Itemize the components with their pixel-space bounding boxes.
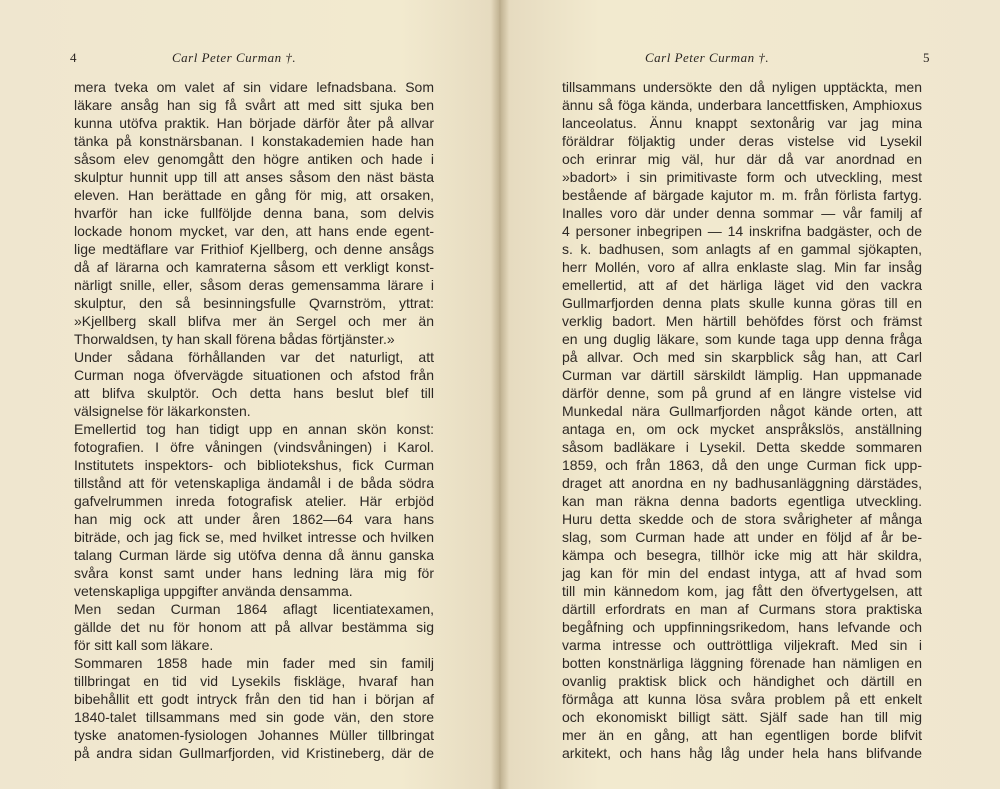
text-line: såsom badläkare i Lysekil. Detta skedde sommaren — [562, 439, 922, 455]
text-line: och erinrar mig väl, hur där då var anordnad en — [562, 151, 922, 167]
text-line: Inalles voro där under denna sommar — vår familj af — [562, 205, 922, 221]
text-line: därtill erfordrats en man af Curmans stora praktiska — [562, 601, 922, 617]
text-line: vetenskapliga uppgifter använda densamma. — [74, 583, 353, 599]
text-line: fotografien. I öfre våningen (vindsvåningen) i Karol. — [74, 439, 434, 455]
text-line: tillbringat en tid vid Lysekils fiskläge, hvaraf han — [74, 673, 434, 689]
text-line: Sommaren 1858 hade min fader med sin familj — [74, 655, 434, 671]
text-line: botten konstnärliga läggning förenade han nämligen en — [562, 655, 922, 671]
text-line: Huru detta skedde och de stora svårigheter af många — [562, 511, 922, 527]
text-line: eleven. Han berättade en gång för mig, att orsaken, — [74, 187, 434, 203]
text-line: skulptur, den så besinningsfulle Qvarnström, yttrat: — [74, 295, 434, 311]
text-line: hvarför han icke fullföljde denna bana, som delvis — [74, 205, 434, 221]
text-line: då af lärarna och kamraterna såsom ett verkligt konst- — [74, 259, 434, 275]
text-line: slag, som Curman hade att under en följd af år be- — [562, 529, 922, 545]
text-line: kunna utöfva praktik. Han började därför åter på allvar — [74, 115, 434, 131]
text-line: s. k. badhusen, som anlagts af en gammal sjökapten, — [562, 241, 922, 257]
text-line: därför denne, som på grund af en längre vistelse vid — [562, 385, 922, 401]
text-line: verklig badort. Men härtill behöfdes först och främst — [562, 313, 922, 329]
text-line: lockade honom mycket, var den, att hans ende egent- — [74, 223, 434, 239]
text-line: tillstånd att för vetenskapliga ändamål i de båda södra — [74, 475, 434, 491]
text-line: skulptur hunnit upp till att anses såsom den näst bästa — [74, 169, 434, 185]
page-number: 4 — [70, 50, 77, 65]
text-line: bibehållit ett godt intryck från den tid han i början af — [74, 691, 434, 707]
text-line: gällde det nu för honom att på allvar bestämma sig — [74, 619, 434, 635]
text-line: bestående af bärgade kajutor m. m. från förlista fartyg. — [562, 187, 922, 203]
text-line: Thorwaldsen, ty han skall förena bådas förtjänster.» — [74, 331, 395, 347]
text-line: mer än en gång, att han egentligen borde blifvit — [562, 727, 922, 743]
text-line: kan man räkna denna badorts egentliga utveckling. — [562, 493, 922, 509]
text-line: tillsammans undersökte den då nyligen upptäckta, men — [562, 79, 922, 95]
text-line: arkitekt, och hans håg låg under hela hans blifvande — [562, 745, 922, 761]
text-line: ännu så föga kända, underbara lancettfisken, Amphioxus — [562, 97, 922, 113]
text-line: jag kan för min del endast intyga, att af hvad som — [562, 565, 922, 581]
left-page — [0, 0, 495, 789]
text-line: tänka på konstnärsbanan. I konstakademien hade han — [74, 133, 434, 149]
text-line: närligt snille, eller, såsom deras gemensamma lärare i — [74, 277, 434, 293]
text-line: mera tveka om valet af sin vidare lefnadsbana. Som — [74, 79, 434, 95]
text-line: biträde, och jag fick se, med hvilket intresse och hvilken — [74, 529, 434, 545]
body-text — [562, 78, 922, 762]
text-line: Under sådana förhållanden var det naturligt, att — [74, 349, 434, 365]
text-line: till min kännedom kom, jag fått den öfvertygelsen, att — [562, 583, 922, 599]
text-line: varma intresse och outtröttliga viljekraft. Med sin i — [562, 637, 922, 653]
text-line: läkare ansåg han sig få svårt att med sitt sjuka ben — [74, 97, 434, 113]
text-line: 4 personer inbegripen — 14 inskrifna badgäster, och de — [562, 223, 922, 239]
running-head: Carl Peter Curman †. — [645, 50, 770, 65]
running-head: Carl Peter Curman †. — [172, 50, 297, 65]
text-line: välsignelse för läkarkonsten. — [74, 403, 251, 419]
text-line: förmåga att kunna lösa svåra problem på ett enkelt — [562, 691, 922, 707]
text-line: ovanlig praktisk blick och händighet och därtill en — [562, 673, 922, 689]
text-line: kämpa och besegra, tillhör icke mig att här skildra, — [562, 547, 922, 563]
text-line: draget att anordna en ny badhusanläggning därstädes, — [562, 475, 922, 491]
text-line: Curman var därtill särskildt lämplig. Han uppmanade — [562, 367, 922, 383]
text-line: gafvelrummen inreda fotografisk atelier. Här erbjöd — [74, 493, 434, 509]
text-line: lige medtäflare var Frithiof Kjellberg, och denne ansågs — [74, 241, 434, 257]
text-line: »badort» i sin primitivaste form och utveckling, mest — [562, 169, 922, 185]
text-line: Curman noga öfvervägde situationen och afstod från — [74, 367, 434, 383]
text-line: för sitt kall som läkare. — [74, 637, 214, 653]
text-line: Gullmarfjorden denna plats skulle kunna göras till en — [562, 295, 922, 311]
text-line: emellertid, att af det härliga läget vid den vackra — [562, 277, 922, 293]
text-line: talang Curman lärde sig utöfva denna då ännu ganska — [74, 547, 434, 563]
text-line: svåra konst samt under hans ledning lära mig för — [74, 565, 434, 581]
text-line: att blifva skulptör. Och detta hans beslut blef till — [74, 385, 434, 401]
text-line: tyske anatomen-fysiologen Johannes Müller tillbringat — [74, 727, 434, 743]
text-line: såsom elev genomgått den högre antiken och hade i — [74, 151, 434, 167]
text-line: begåfning och uppfinningsrikedom, hans lefvande och — [562, 619, 922, 635]
text-line: lanceolatus. Ännu knappt sextonårig var jag mina — [562, 115, 922, 131]
text-line: föräldrar följaktig under deras vistelse vid Lysekil — [562, 133, 922, 149]
text-line: »Kjellberg skall blifva mer än Sergel och mer än — [74, 313, 434, 329]
text-line: Emellertid tog han tidigt upp en annan skön konst: — [74, 421, 434, 437]
text-line: en ung duglig läkare, som kunde taga upp denna fråga — [562, 331, 922, 347]
text-line: antaga en, om ock mycket anspråkslös, anställning — [562, 421, 922, 437]
right-page — [505, 0, 1000, 789]
page-number: 5 — [923, 50, 930, 65]
body-text — [74, 78, 434, 762]
text-line: 1840-talet tillsammans med sin gode vän, den store — [74, 709, 434, 725]
text-line: 1859, och från 1863, då den unge Curman fick upp- — [562, 457, 922, 473]
text-line: han mig ock att under åren 1862—64 vara hans — [74, 511, 434, 527]
text-line: herr Mollén, voro af allra enklaste slag. Min far insåg — [562, 259, 922, 275]
text-line: Men sedan Curman 1864 aflagt licentiatexamen, — [74, 601, 434, 617]
text-line: på allvar. Och med sin skarpblick såg han, att Carl — [562, 349, 922, 365]
text-line: Institutets inspektors- och bibliotekshus, fick Curman — [74, 457, 434, 473]
text-line: på andra sidan Gullmarfjorden, vid Kristineberg, där de — [74, 745, 434, 761]
text-line: och ekonomiskt billigt sätt. Själf sade han till mig — [562, 709, 922, 725]
text-line: Munkedal nära Gullmarfjorden något kände orten, att — [562, 403, 922, 419]
